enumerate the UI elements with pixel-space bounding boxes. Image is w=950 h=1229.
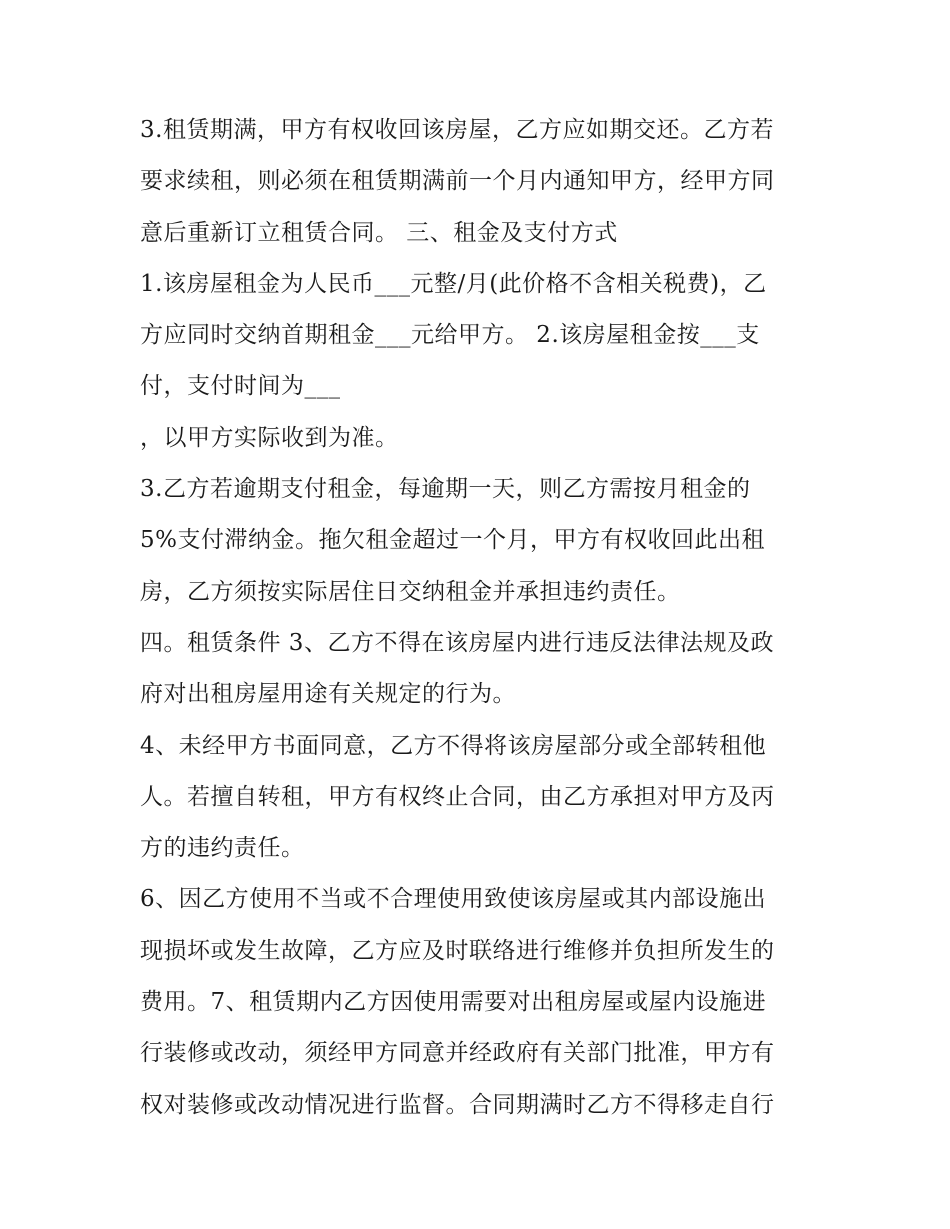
text-line: 方的违约责任。 xyxy=(140,835,305,862)
text-line: 5%支付滞纳金。拖欠租金超过一个月，甲方有权收回此出租 xyxy=(140,527,765,554)
text-line: 人。若擅自转租，甲方有权终止合同，由乙方承担对甲方及丙 xyxy=(140,783,775,810)
text-line: 费用。7、租赁期内乙方因使用需要对出租房屋或屋内设施进 xyxy=(140,989,767,1016)
text-line: 权对装修或改动情况进行监督。合同期满时乙方不得移走自行 xyxy=(140,1091,775,1118)
text-line: 方应同时交纳首期租金___元给甲方。 2.该房屋租金按___支 xyxy=(140,322,760,349)
text-line: 4、未经甲方书面同意，乙方不得将该房屋部分或全部转租他 xyxy=(140,732,767,759)
text-line: 6、因乙方使用不当或不合理使用致使该房屋或其内部设施出 xyxy=(140,886,767,913)
text-line: 现损坏或发生故障，乙方应及时联络进行维修并负担所发生的 xyxy=(140,937,775,964)
text-line: 四。租赁条件 3、乙方不得在该房屋内进行违反法律法规及政 xyxy=(140,629,774,656)
text-line: ，以甲方实际收到为准。 xyxy=(140,424,399,451)
document-page xyxy=(140,108,820,1134)
text-line: 3.乙方若逾期支付租金，每逾期一天，则乙方需按月租金的 xyxy=(140,476,751,503)
text-line: 3.租赁期满，甲方有权收回该房屋，乙方应如期交还。乙方若 xyxy=(140,117,774,143)
text-line: 房，乙方须按实际居住日交纳租金并承担违约责任。 xyxy=(140,578,681,605)
text-line: 行装修或改动，须经甲方同意并经政府有关部门批准，甲方有 xyxy=(140,1040,775,1067)
text-line: 要求续租，则必须在租赁期满前一个月内通知甲方，经甲方同 xyxy=(140,168,775,195)
text-line: 1.该房屋租金为人民币___元整/月(此价格不含相关税费)，乙 xyxy=(140,270,767,297)
text-line: 意后重新订立租赁合同。 三、租金及支付方式 xyxy=(140,219,618,246)
text-line: 付，支付时间为___ xyxy=(140,373,341,400)
text-line: 府对出租房屋用途有关规定的行为。 xyxy=(140,681,516,708)
